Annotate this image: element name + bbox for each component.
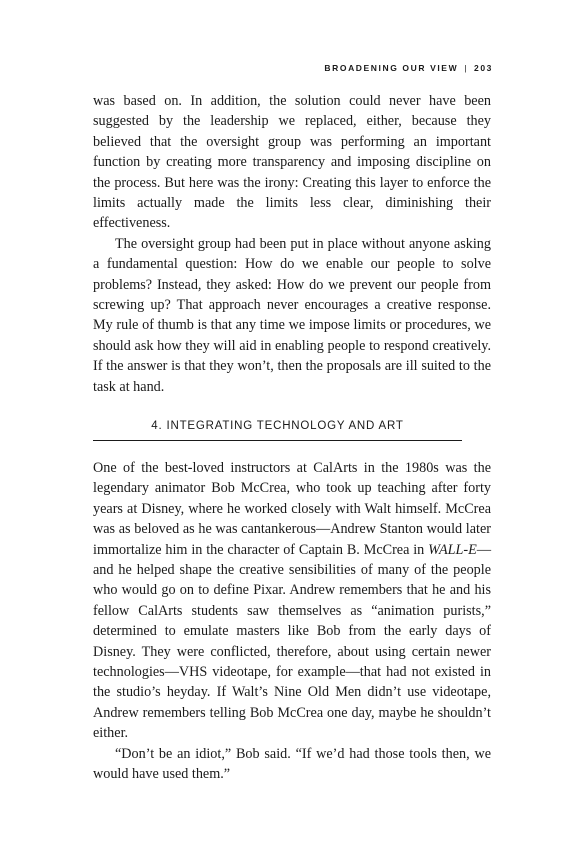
paragraph-3-part-2: —and he helped shape the creative sensibilities of many of the people who would go on to define Pixar. Andrew remembers that he and his fellow CalArts students saw themselves as “animation purists,” determined to emulate masters like Bob from the early days of Disney. They were conflicted, therefore, about using certain newer technologies—VHS videotape, for example—that had not existed in the studio’s heyday. If Walt’s Nine Old Men didn’t use videotape, Andrew remembers telling Bob McCrea one day, maybe he shouldn’t either.: [93, 541, 491, 742]
running-head: [324, 63, 493, 73]
section-heading: 4. INTEGRATING TECHNOLOGY AND ART: [151, 420, 404, 432]
body-text-bottom: [93, 458, 491, 785]
chapter-title: BROADENING OUR VIEW: [324, 63, 459, 73]
page-number: 203: [474, 63, 493, 73]
paragraph-3-part-1: One of the best-loved instructors at CalArts in the 1980s was the legendary animator Bob McCrea, who took up teaching after forty years at Disney, where he worked closely with Walt himself. McCrea was as beloved as he was cantankerous—Andrew Stanton would later immortalize him in the character of Captain B. McCrea in: [93, 460, 491, 558]
film-title: WALL-E: [428, 541, 477, 558]
paragraph-1: was based on. In addition, the solution could never have been suggested by the leadership we replaced, either, because they believed that the oversight group was performing an important function by creating more transparency and imposing discipline on the process. But here was the irony: Creating this layer to enforce the limits actually made the limits less clear, diminishing their effectiveness.: [93, 93, 491, 232]
running-head-separator: |: [464, 63, 469, 73]
section-rule: [93, 440, 462, 441]
body-text-top: [93, 91, 491, 397]
paragraph-3: [93, 458, 491, 744]
paragraph-4: “Don’t be an idiot,” Bob said. “If we’d had those tools then, we would have used them.”: [93, 745, 491, 783]
paragraph-2: The oversight group had been put in place without anyone asking a fundamental question: How do we enable our people to solve problems? Instead, they asked: How do we prevent our people from screwing up? That approach never encourages a creative response. My rule of thumb is that any time we impose limits or procedures, we should ask how they will aid in enabling people to respond creatively. If the answer is that they won’t, then the proposals are ill suited to the task at hand.: [93, 235, 491, 395]
